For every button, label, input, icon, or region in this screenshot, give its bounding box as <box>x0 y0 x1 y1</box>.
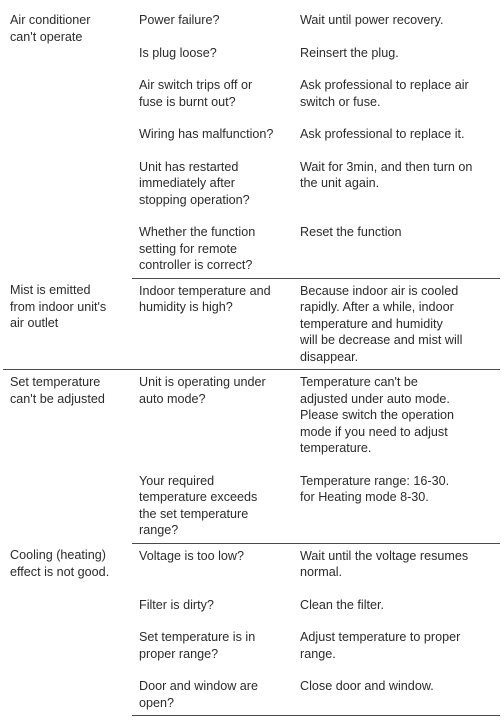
cause-text: Wiring has malfunction? <box>139 127 274 141</box>
solution-text: Ask professional to replace it. <box>300 127 465 141</box>
cause-cell <box>132 678 294 716</box>
troubleshooting-table <box>3 8 500 716</box>
solution-cell <box>294 597 500 630</box>
cause-text: Your required temperature exceeds the set temperature range? <box>139 473 258 537</box>
cause-cell <box>132 597 294 630</box>
table-row <box>3 370 500 473</box>
cause-text: Voltage is too low? <box>139 548 245 563</box>
cause-cell <box>132 77 294 126</box>
cause-cell <box>132 278 294 370</box>
phenomenon-text: Air conditioner can't operate <box>10 13 91 44</box>
phenomenon-cell <box>3 543 132 716</box>
solution-cell <box>294 45 500 78</box>
phenomenon-text: Cooling (heating) effect is not good. <box>10 548 110 579</box>
cause-text: Indoor temperature and humidity is high? <box>139 283 271 314</box>
solution-cell <box>294 8 500 45</box>
cause-text: Filter is dirty? <box>139 597 214 612</box>
solution-cell <box>294 473 500 544</box>
cause-cell <box>132 473 294 544</box>
cause-text: Is plug loose? <box>139 45 217 60</box>
cause-cell <box>132 159 294 225</box>
phenomenon-cell <box>3 8 132 278</box>
phenomenon-cell <box>3 370 132 544</box>
troubleshooting-table-body <box>3 8 500 716</box>
solution-cell <box>294 678 500 716</box>
solution-cell <box>294 278 500 370</box>
cause-cell <box>132 8 294 45</box>
cause-cell <box>132 543 294 597</box>
solution-text: Wait until power recovery. <box>300 13 444 27</box>
cause-text: Unit is operating under auto mode? <box>139 375 266 406</box>
solution-cell <box>294 370 500 473</box>
solution-cell <box>294 159 500 225</box>
cause-cell <box>132 224 294 278</box>
cause-text: Door and window are open? <box>139 679 259 710</box>
phenomenon-text: Mist is emitted from indoor unit's air outlet <box>10 283 107 330</box>
solution-text: Temperature can't be adjusted under auto mode. Please switch the operation mode if you need to adjust temperature. <box>300 375 455 455</box>
solution-cell <box>294 77 500 126</box>
solution-text: Adjust temperature to proper range. <box>300 630 461 661</box>
cause-cell <box>132 45 294 78</box>
solution-text: Close door and window. <box>300 679 434 693</box>
solution-cell <box>294 126 500 159</box>
cause-text: Whether the function setting for remote controller is correct? <box>139 225 256 272</box>
phenomenon-cell <box>3 278 132 370</box>
solution-text: Clean the filter. <box>300 597 385 612</box>
cause-text: Set temperature is in proper range? <box>139 630 256 661</box>
solution-cell <box>294 543 500 597</box>
solution-text: Temperature range: 16-30. for Heating mode 8-30. <box>300 473 450 504</box>
solution-text: Wait for 3min, and then turn on the unit again. <box>300 159 473 190</box>
solution-cell <box>294 224 500 278</box>
solution-text: Reset the function <box>300 225 402 239</box>
phenomenon-text: Set temperature can't be adjusted <box>10 375 105 406</box>
cause-cell <box>132 629 294 678</box>
table-row <box>3 278 500 370</box>
solution-text: Wait until the voltage resumes normal. <box>300 548 469 579</box>
cause-cell <box>132 370 294 473</box>
cause-cell <box>132 126 294 159</box>
solution-text: Ask professional to replace air switch or fuse. <box>300 78 469 109</box>
cause-text: Power failure? <box>139 13 220 27</box>
table-row <box>3 8 500 45</box>
solution-text: Reinsert the plug. <box>300 45 399 60</box>
solution-cell <box>294 629 500 678</box>
cause-text: Unit has restarted immediately after stopping operation? <box>139 159 250 207</box>
solution-text: Because indoor air is cooled rapidly. After a while, indoor temperature and humidity will be decrease and mist will disappear. <box>300 283 463 364</box>
table-row <box>3 543 500 597</box>
cause-text: Air switch trips off or fuse is burnt out? <box>139 78 253 109</box>
